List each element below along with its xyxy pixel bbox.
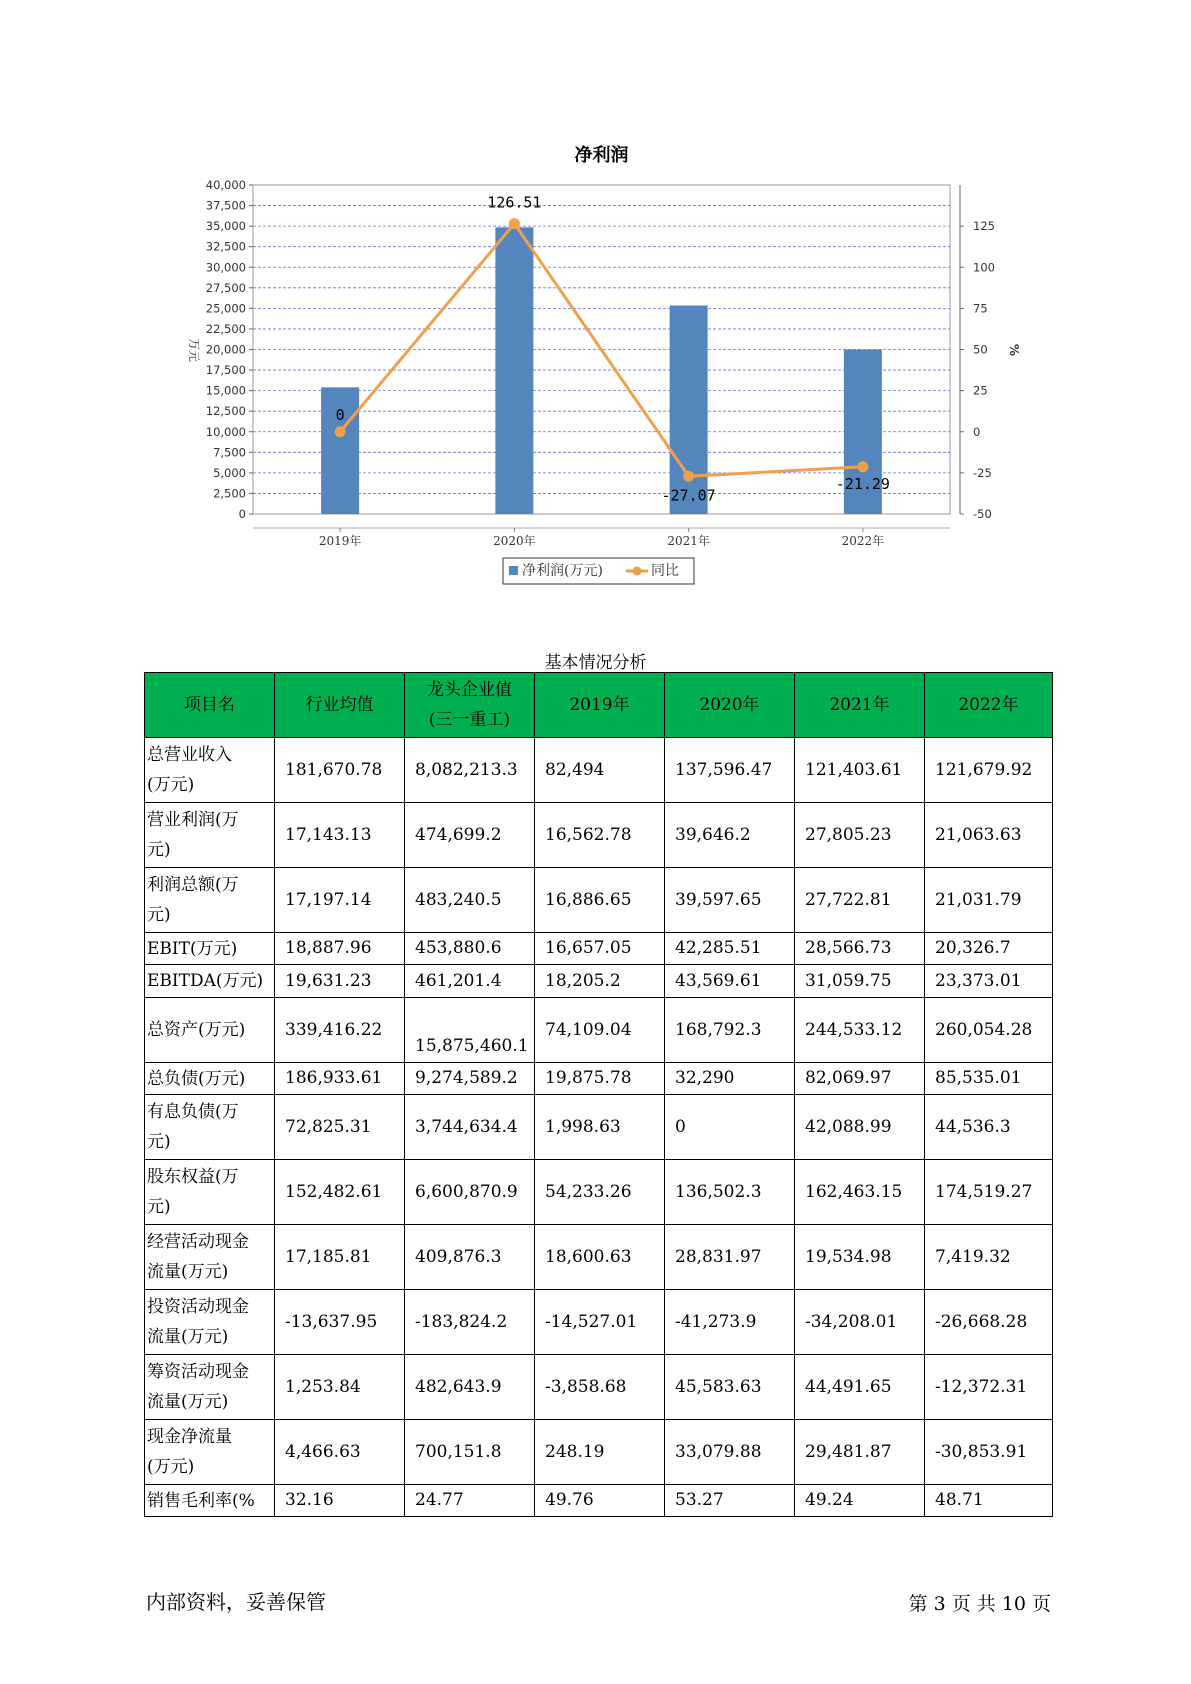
value-cell: 17,197.14	[275, 868, 405, 933]
value-cell: 260,054.28	[925, 998, 1053, 1063]
row-label-cell: 筹资活动现金 流量(万元)	[145, 1355, 275, 1420]
value-cell: 3,744,634.4	[405, 1095, 535, 1160]
value-cell: 33,079.88	[665, 1420, 795, 1485]
row-label-cell: EBIT(万元)	[145, 933, 275, 965]
table-row	[145, 1160, 1053, 1225]
value-cell: 0	[665, 1095, 795, 1160]
value-cell: -12,372.31	[925, 1355, 1053, 1420]
value-cell: 453,880.6	[405, 933, 535, 965]
left-axis-tick-label: 30,000	[205, 260, 246, 275]
yoy-data-label: -27.07	[661, 486, 716, 505]
value-cell: 49.24	[795, 1485, 925, 1517]
value-cell: 32,290	[665, 1063, 795, 1095]
value-cell: 24.77	[405, 1485, 535, 1517]
value-cell: 181,670.78	[275, 738, 405, 803]
row-label-cell: 总资产(万元)	[145, 998, 275, 1063]
table-caption: 基本情况分析	[544, 653, 647, 673]
value-cell: 9,274,589.2	[405, 1063, 535, 1095]
analysis-table	[144, 672, 1053, 1517]
table-row	[145, 1355, 1053, 1420]
value-cell: 18,887.96	[275, 933, 405, 965]
table-row	[145, 1063, 1053, 1095]
value-cell: 244,533.12	[795, 998, 925, 1063]
value-cell: 54,233.26	[535, 1160, 665, 1225]
left-axis-tick-label: 15,000	[205, 383, 246, 398]
value-cell: 18,205.2	[535, 965, 665, 998]
value-cell: 168,792.3	[665, 998, 795, 1063]
value-cell: 29,481.87	[795, 1420, 925, 1485]
table-row	[145, 1420, 1053, 1485]
left-axis-tick-label: 12,500	[205, 404, 246, 419]
table-row	[145, 738, 1053, 803]
value-cell: 45,583.63	[665, 1355, 795, 1420]
value-cell: -14,527.01	[535, 1290, 665, 1355]
left-axis-tick-label: 5,000	[213, 465, 246, 480]
value-cell: -41,273.9	[665, 1290, 795, 1355]
bar-net-profit	[670, 305, 708, 514]
table-header-row	[145, 673, 1053, 738]
chart-canvas	[0, 0, 1191, 600]
right-axis-tick-label: 50	[973, 342, 988, 357]
value-cell: 42,088.99	[795, 1095, 925, 1160]
value-cell: 482,643.9	[405, 1355, 535, 1420]
value-cell: 16,562.78	[535, 803, 665, 868]
value-cell: 19,631.23	[275, 965, 405, 998]
left-axis-tick-label: 37,500	[205, 198, 246, 213]
table-row	[145, 998, 1053, 1063]
value-cell: -30,853.91	[925, 1420, 1053, 1485]
yoy-data-label: 0	[335, 405, 345, 424]
x-axis-tick-label: 2022年	[841, 534, 885, 548]
table-header-cell: 2021年	[795, 673, 925, 738]
value-cell: 53.27	[665, 1485, 795, 1517]
table-row	[145, 803, 1053, 868]
value-cell: 17,143.13	[275, 803, 405, 868]
value-cell: 42,285.51	[665, 933, 795, 965]
value-cell: 28,566.73	[795, 933, 925, 965]
row-label-cell: 经营活动现金 流量(万元)	[145, 1225, 275, 1290]
table-row	[145, 933, 1053, 965]
left-axis-tick-label: 0	[238, 507, 246, 521]
left-axis-tick-label: 10,000	[205, 424, 246, 439]
table-row	[145, 1095, 1053, 1160]
value-cell: 39,597.65	[665, 868, 795, 933]
value-cell: 1,253.84	[275, 1355, 405, 1420]
value-cell: 409,876.3	[405, 1225, 535, 1290]
value-cell: 20,326.7	[925, 933, 1053, 965]
legend-bar-swatch	[509, 566, 518, 575]
row-label-cell: 投资活动现金 流量(万元)	[145, 1290, 275, 1355]
value-cell: 74,109.04	[535, 998, 665, 1063]
x-axis-tick-label: 2019年	[318, 534, 362, 548]
row-label-cell: 利润总额(万 元)	[145, 868, 275, 933]
value-cell: -183,824.2	[405, 1290, 535, 1355]
row-label-cell: 现金净流量 (万元)	[145, 1420, 275, 1485]
value-cell: -3,858.68	[535, 1355, 665, 1420]
value-cell: 23,373.01	[925, 965, 1053, 998]
value-cell: 31,059.75	[795, 965, 925, 998]
left-axis-tick-label: 22,500	[205, 321, 246, 336]
value-cell: 27,722.81	[795, 868, 925, 933]
value-cell: 461,201.4	[405, 965, 535, 998]
value-cell: 339,416.22	[275, 998, 405, 1063]
row-label-cell: EBITDA(万元)	[145, 965, 275, 998]
yoy-point	[683, 471, 694, 482]
yoy-data-label: 126.51	[487, 193, 542, 212]
yoy-point	[509, 218, 520, 229]
x-axis-tick-label: 2020年	[493, 534, 536, 548]
value-cell: 121,679.92	[925, 738, 1053, 803]
value-cell: 44,491.65	[795, 1355, 925, 1420]
value-cell: 27,805.23	[795, 803, 925, 868]
value-cell: 44,536.3	[925, 1095, 1053, 1160]
row-label-cell: 股东权益(万 元)	[145, 1160, 275, 1225]
value-cell: -34,208.01	[795, 1290, 925, 1355]
value-cell: 6,600,870.9	[405, 1160, 535, 1225]
chart-title: 净利润	[574, 145, 629, 166]
table-row	[145, 1485, 1053, 1517]
legend-line-marker	[633, 567, 642, 576]
table-row	[145, 965, 1053, 998]
left-axis-tick-label: 40,000	[205, 178, 246, 192]
value-cell: 43,569.61	[665, 965, 795, 998]
bar-net-profit	[495, 227, 533, 514]
value-cell: 82,494	[535, 738, 665, 803]
right-axis-tick-label: 100	[973, 260, 995, 275]
value-cell: 16,886.65	[535, 868, 665, 933]
value-cell: 15,875,460.1	[405, 998, 535, 1063]
yoy-point	[857, 461, 868, 472]
value-cell: 21,031.79	[925, 868, 1053, 933]
right-axis-tick-label: 0	[973, 424, 981, 439]
value-cell: 28,831.97	[665, 1225, 795, 1290]
value-cell: 136,502.3	[665, 1160, 795, 1225]
value-cell: 8,082,213.3	[405, 738, 535, 803]
table-header-cell: 2020年	[665, 673, 795, 738]
table-header-cell: 行业均值	[275, 673, 405, 738]
value-cell: 121,403.61	[795, 738, 925, 803]
left-axis-tick-label: 20,000	[205, 342, 246, 357]
yoy-data-label: -21.29	[835, 474, 890, 493]
row-label-cell: 营业利润(万 元)	[145, 803, 275, 868]
footer-page-number: 第 3 页 共 10 页	[908, 1593, 1051, 1615]
value-cell: 474,699.2	[405, 803, 535, 868]
value-cell: 1,998.63	[535, 1095, 665, 1160]
value-cell: 248.19	[535, 1420, 665, 1485]
value-cell: 82,069.97	[795, 1063, 925, 1095]
x-axis-tick-label: 2021年	[667, 534, 710, 548]
table-header-cell: 项目名	[145, 673, 275, 738]
left-axis-tick-label: 35,000	[205, 219, 246, 234]
value-cell: 85,535.01	[925, 1063, 1053, 1095]
value-cell: 186,933.61	[275, 1063, 405, 1095]
left-axis-tick-label: 25,000	[205, 301, 246, 316]
left-axis-tick-label: 2,500	[213, 486, 246, 501]
value-cell: 4,466.63	[275, 1420, 405, 1485]
right-axis-tick-label: 125	[973, 219, 995, 234]
value-cell: 483,240.5	[405, 868, 535, 933]
value-cell: 17,185.81	[275, 1225, 405, 1290]
footer-confidential-note: 内部资料，妥善保管	[146, 1590, 326, 1614]
value-cell: -13,637.95	[275, 1290, 405, 1355]
yoy-point	[335, 426, 346, 437]
value-cell: 72,825.31	[275, 1095, 405, 1160]
right-axis-label: %	[1007, 343, 1021, 357]
value-cell: 16,657.05	[535, 933, 665, 965]
value-cell: -26,668.28	[925, 1290, 1053, 1355]
legend-bar-label: 净利润(万元)	[522, 563, 603, 579]
right-axis-tick-label: -50	[973, 507, 992, 521]
row-label-cell: 销售毛利率(%	[145, 1485, 275, 1517]
left-axis-tick-label: 27,500	[205, 280, 246, 295]
value-cell: 18,600.63	[535, 1225, 665, 1290]
value-cell: 19,875.78	[535, 1063, 665, 1095]
left-axis-tick-label: 32,500	[205, 239, 246, 254]
value-cell: 48.71	[925, 1485, 1053, 1517]
right-axis-tick-label: -25	[973, 465, 992, 480]
value-cell: 152,482.61	[275, 1160, 405, 1225]
value-cell: 137,596.47	[665, 738, 795, 803]
row-label-cell: 有息负债(万 元)	[145, 1095, 275, 1160]
left-axis-tick-label: 17,500	[205, 363, 246, 378]
yoy-line	[340, 224, 863, 477]
right-axis-tick-label: 25	[973, 383, 988, 398]
net-profit-chart	[0, 0, 1191, 600]
table-header-cell: 2019年	[535, 673, 665, 738]
row-label-cell: 总营业收入 (万元)	[145, 738, 275, 803]
legend-line-label: 同比	[651, 563, 679, 579]
left-axis-label: 万元	[187, 337, 201, 363]
left-axis-tick-label: 7,500	[213, 445, 246, 460]
value-cell: 7,419.32	[925, 1225, 1053, 1290]
value-cell: 174,519.27	[925, 1160, 1053, 1225]
table-row	[145, 1290, 1053, 1355]
value-cell: 49.76	[535, 1485, 665, 1517]
value-cell: 21,063.63	[925, 803, 1053, 868]
value-cell: 32.16	[275, 1485, 405, 1517]
table-row	[145, 1225, 1053, 1290]
table-row	[145, 868, 1053, 933]
value-cell: 162,463.15	[795, 1160, 925, 1225]
value-cell: 19,534.98	[795, 1225, 925, 1290]
right-axis-tick-label: 75	[973, 301, 988, 316]
value-cell: 700,151.8	[405, 1420, 535, 1485]
table-header-cell: 龙头企业值 (三一重工)	[405, 673, 535, 738]
row-label-cell: 总负债(万元)	[145, 1063, 275, 1095]
value-cell: 39,646.2	[665, 803, 795, 868]
table-header-cell: 2022年	[925, 673, 1053, 738]
